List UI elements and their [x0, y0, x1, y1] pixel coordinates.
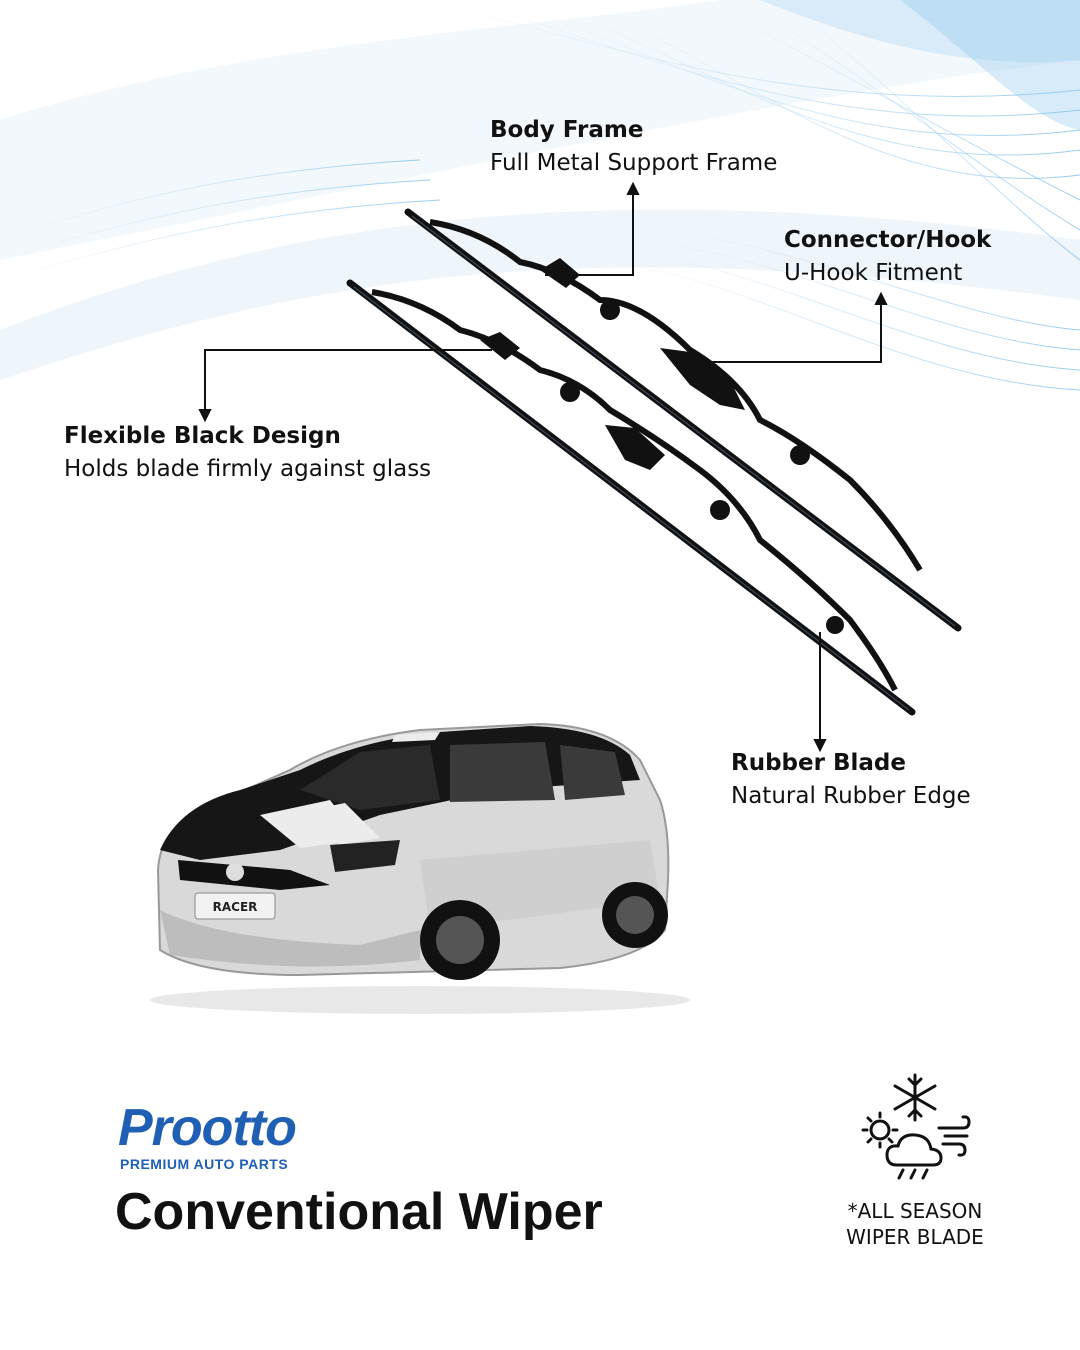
- callout-subtitle: Holds blade firmly against glass: [64, 456, 432, 482]
- season-line-2: WIPER BLADE: [846, 1225, 984, 1249]
- brand-logo: [118, 1100, 296, 1172]
- callout-title: Rubber Blade: [731, 750, 906, 776]
- callout-subtitle: U-Hook Fitment: [784, 260, 963, 286]
- car-image: [150, 724, 690, 1014]
- callout-title: Flexible Black Design: [64, 423, 341, 449]
- callout-connector-hook: [784, 224, 991, 290]
- callout-subtitle: Full Metal Support Frame: [490, 150, 778, 176]
- season-badge-text: [820, 1198, 1010, 1250]
- product-title: Conventional Wiper: [115, 1183, 603, 1241]
- callout-title: Connector/Hook: [784, 227, 992, 253]
- callout-title: Body Frame: [490, 117, 644, 143]
- car-plate-text: RACER: [212, 900, 258, 914]
- brand-tagline: PREMIUM AUTO PARTS: [120, 1156, 289, 1172]
- all-weather-icon: [855, 1070, 975, 1185]
- callout-rubber-blade: [731, 747, 971, 813]
- callout-subtitle: Natural Rubber Edge: [731, 783, 971, 809]
- callout-body-frame: [490, 114, 777, 180]
- brand-name: Prootto: [118, 1099, 296, 1157]
- wiper-blade-front: [350, 283, 912, 712]
- season-line-1: *ALL SEASON: [847, 1199, 983, 1223]
- callout-flexible-design: [64, 420, 431, 486]
